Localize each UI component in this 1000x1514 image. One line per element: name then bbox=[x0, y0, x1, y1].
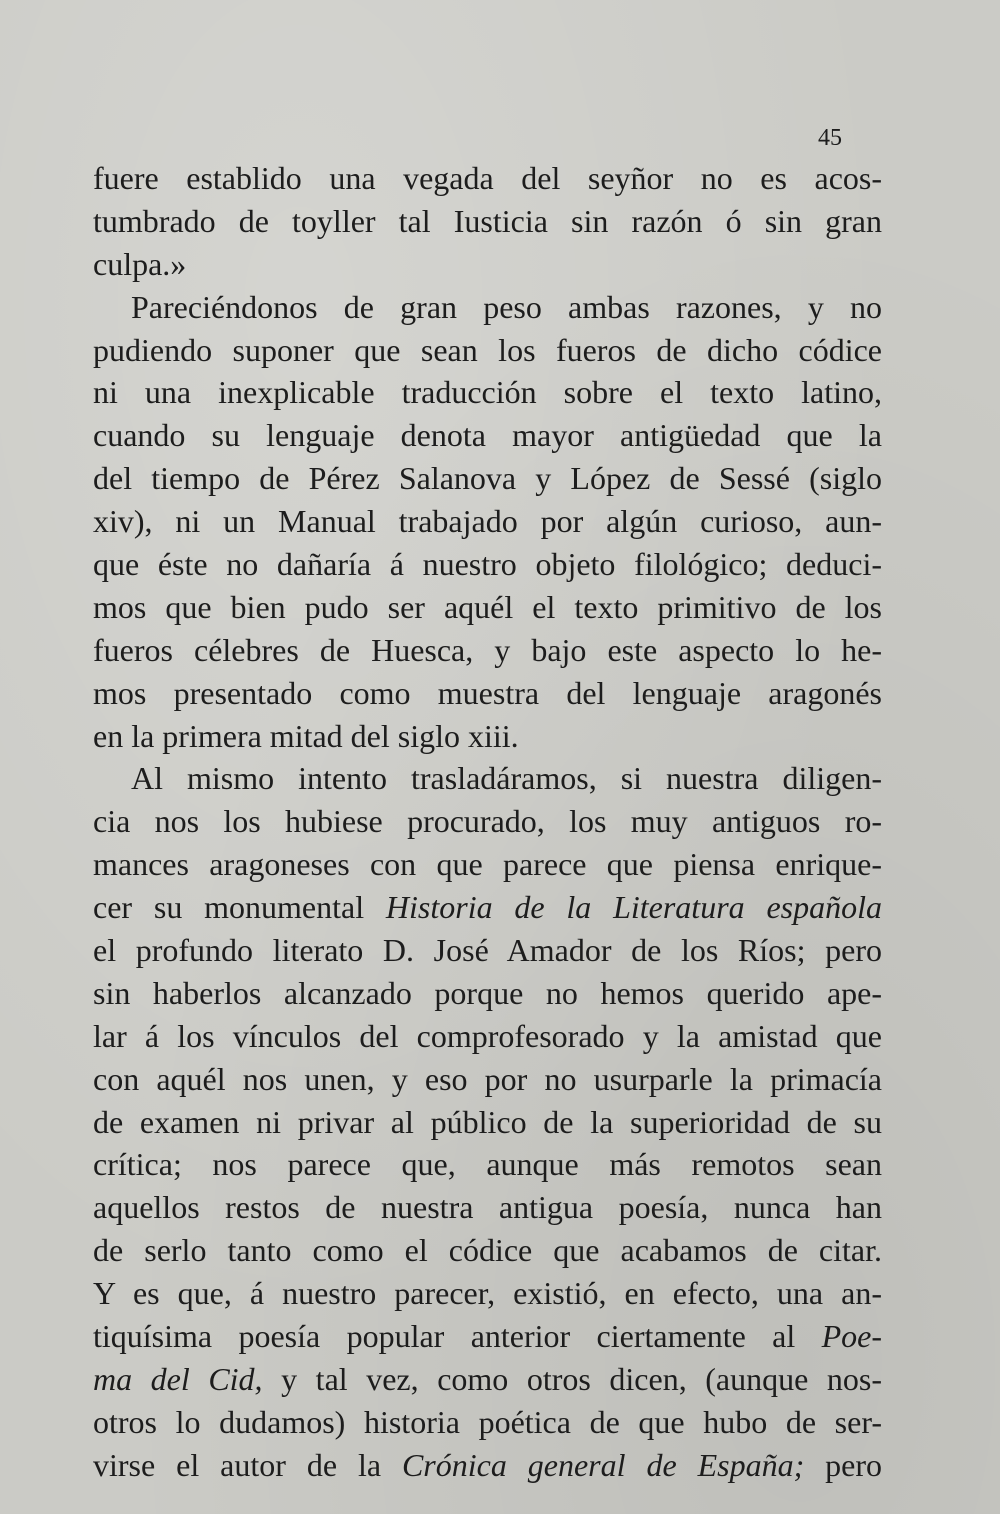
text-run: de serlo tanto como el códice que acabamos de citar. bbox=[93, 1232, 882, 1269]
italic-text-run: ma del Cid, bbox=[93, 1360, 263, 1397]
text-run: culpa.» bbox=[93, 245, 187, 282]
text-run: pero bbox=[804, 1446, 882, 1483]
text-line bbox=[93, 1186, 882, 1229]
text-line bbox=[93, 629, 882, 672]
text-run: fueros célebres de Huesca, y bajo este aspecto lo he- bbox=[93, 631, 882, 668]
text-run: sin haberlos alcanzado porque no hemos querido ape- bbox=[93, 974, 882, 1011]
text-run: tiquísima poesía popular anterior ciertamente al bbox=[93, 1318, 822, 1355]
text-line bbox=[93, 243, 882, 286]
text-line bbox=[93, 800, 882, 843]
text-line bbox=[93, 843, 882, 886]
text-run: lar á los vínculos del comprofesorado y la amistad que bbox=[93, 1017, 882, 1054]
text-run: pudiendo suponer que sean los fueros de dicho códice bbox=[93, 331, 882, 368]
text-line bbox=[93, 929, 882, 972]
text-line bbox=[93, 371, 882, 414]
italic-text-run: Historia de la Literatura española bbox=[385, 889, 883, 926]
text-run: crítica; nos parece que, aunque más remotos sean bbox=[93, 1146, 882, 1183]
text-run: de examen ni privar al público de la superioridad de su bbox=[93, 1103, 882, 1140]
text-line bbox=[93, 672, 882, 715]
text-line bbox=[93, 329, 882, 372]
text-line bbox=[93, 586, 882, 629]
text-line bbox=[93, 1315, 882, 1358]
text-run: fuere establido una vegada del seyñor no es acos- bbox=[93, 160, 882, 196]
italic-text-run: Poe- bbox=[821, 1318, 882, 1355]
text-run: mos presentado como muestra del lenguaje aragonés bbox=[93, 674, 882, 711]
text-run: en la primera mitad del siglo xiii. bbox=[93, 717, 519, 754]
text-line bbox=[93, 886, 882, 929]
text-run: Al mismo intento trasladáramos, si nuestra diligen- bbox=[131, 760, 882, 797]
text-run: cer su monumental bbox=[93, 889, 386, 926]
text-line bbox=[93, 500, 882, 543]
text-run: el profundo literato D. José Amador de los Ríos; pero bbox=[93, 932, 882, 969]
text-line bbox=[93, 414, 882, 457]
italic-text-run: Crónica general de España; bbox=[401, 1446, 805, 1483]
text-run: mos que bien pudo ser aquél el texto primitivo de los bbox=[93, 588, 882, 625]
text-line bbox=[93, 1058, 882, 1101]
text-line bbox=[93, 286, 882, 329]
text-line bbox=[93, 1101, 882, 1144]
page-number: 45 bbox=[818, 125, 842, 151]
text-run: aquellos restos de nuestra antigua poesía, nunca han bbox=[93, 1189, 882, 1226]
text-line bbox=[93, 1401, 882, 1444]
text-run: xiv), ni un Manual trabajado por algún curioso, aun- bbox=[93, 503, 882, 540]
text-line bbox=[93, 157, 882, 200]
text-run: cuando su lenguaje denota mayor antigüedad que la bbox=[93, 417, 882, 454]
text-run: ni una inexplicable traducción sobre el texto latino, bbox=[93, 374, 882, 411]
text-run: cia nos los hubiese procurado, los muy antiguos ro- bbox=[93, 803, 882, 840]
text-run: otros lo dudamos) historia poética de que hubo de ser- bbox=[93, 1403, 882, 1440]
text-line bbox=[93, 1143, 882, 1186]
text-line bbox=[93, 1358, 882, 1401]
text-run: del tiempo de Pérez Salanova y López de Sessé (siglo bbox=[93, 460, 882, 497]
body-text bbox=[93, 157, 882, 1487]
text-line bbox=[93, 457, 882, 500]
text-run: virse el autor de la bbox=[93, 1446, 402, 1483]
text-run: mances aragoneses con que parece que piensa enrique- bbox=[93, 846, 882, 883]
text-line bbox=[93, 1444, 882, 1487]
text-run: con aquél nos unen, y eso por no usurparle la primacía bbox=[93, 1060, 882, 1097]
text-line bbox=[93, 200, 882, 243]
text-run: Y es que, á nuestro parecer, existió, en efecto, una an- bbox=[93, 1275, 882, 1312]
text-line bbox=[93, 757, 882, 800]
text-line bbox=[93, 1015, 882, 1058]
text-line bbox=[93, 1272, 882, 1315]
text-line bbox=[93, 715, 882, 758]
text-run: tumbrado de toyller tal Iusticia sin razón ó sin gran bbox=[93, 202, 882, 239]
text-line bbox=[93, 543, 882, 586]
text-run: y tal vez, como otros dicen, (aunque nos- bbox=[262, 1360, 883, 1397]
text-line bbox=[93, 1229, 882, 1272]
text-run: que éste no dañaría á nuestro objeto filológico; deduci- bbox=[93, 546, 882, 583]
text-line bbox=[93, 972, 882, 1015]
text-run: Pareciéndonos de gran peso ambas razones, y no bbox=[131, 288, 882, 325]
